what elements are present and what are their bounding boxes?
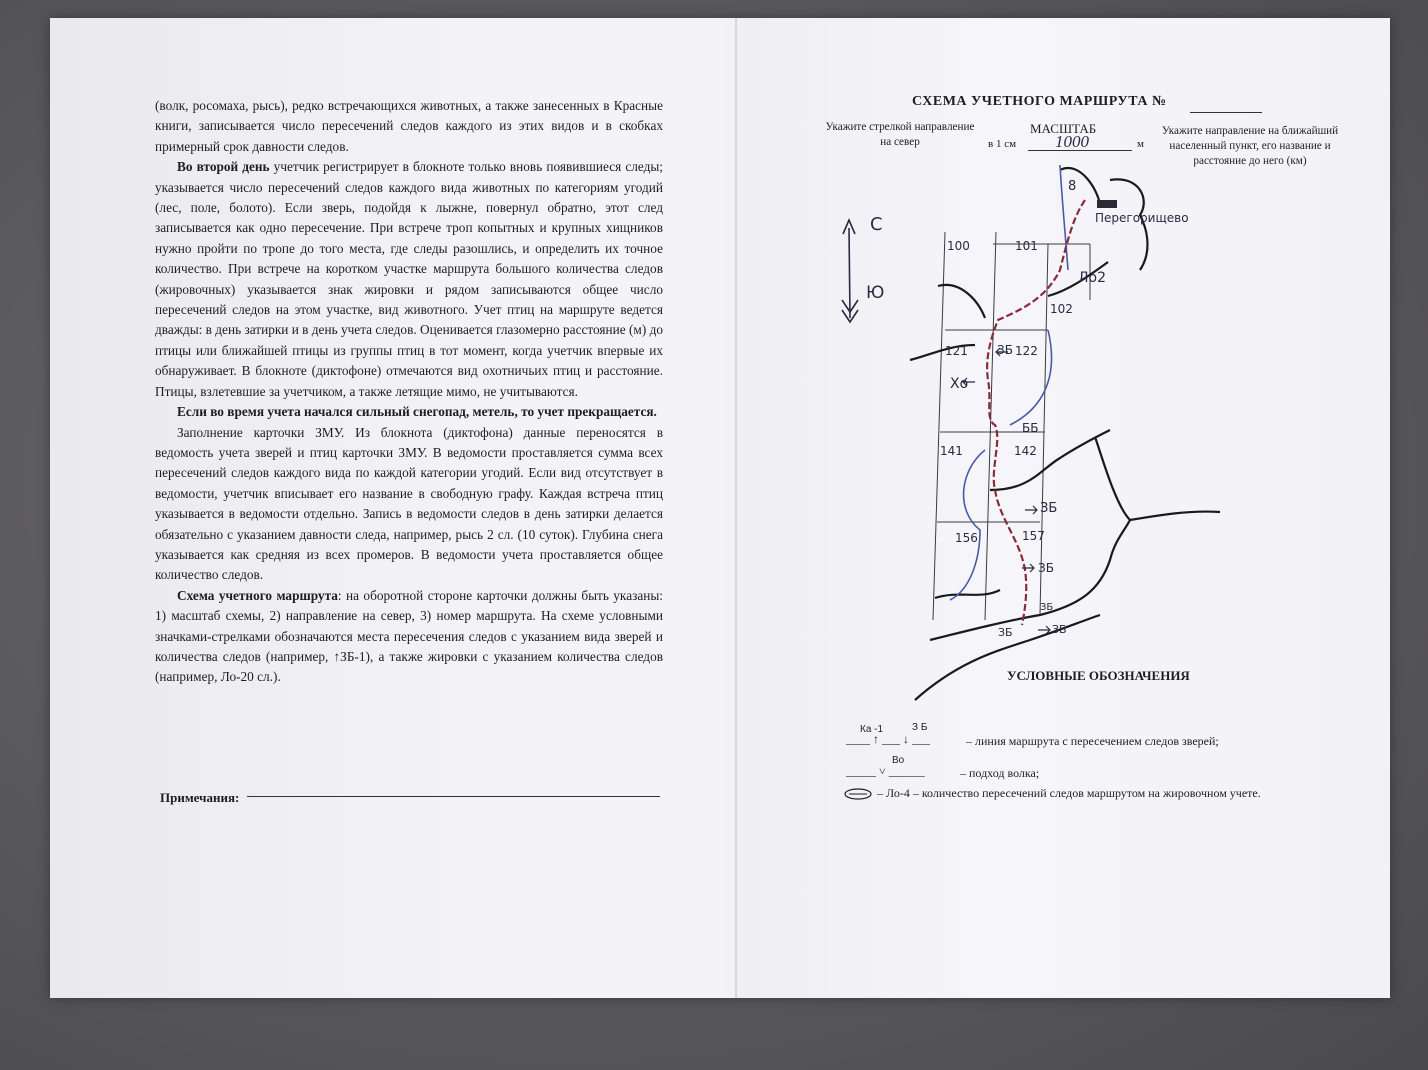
scheme-title: СХЕМА УЧЕТНОГО МАРШРУТА № [912,94,1167,109]
legend-route-text: – линия маршрута с пересечением следов зверей; [966,734,1219,748]
paragraph-2: Во второй день учетчик регистрирует в блокноте только вновь появившиеся следы; указывается число пересечений следов каждого вида животных по категориям угодий (лес, поле, болото). Если зверь, подойдя к лыжне, повернул обратно, этот след записывается как одно пересечение. При встрече троп копытных и крупных хищников нужно пройти по тропе до того места, где следы разошлись, и определить их точное количество. При встрече на коротком участке маршрута большого количества следов (жировочных) указывается знак жировки и рядом записываются общее число пересечений следов на этом участке, вид животного. Учет птиц на маршруте ведется дважды: в день затирки и в день учета следов. Оценивается глазомерно расстояние (м) до птицы или ближайшей птицы из группы птиц в тот момент, когда учетчик впервые их обнаруживает. В блокноте (диктофоне) отмечаются вид охотничьих птиц и расстояние. Птицы, взлетевшие за учетчиком, а также летящие мимо, не учитываются. [155,159,664,399]
track-mark: ЗБ [1038,561,1054,575]
track-mark: Ло2 [1078,270,1106,286]
track-mark: ЗБ [1052,623,1067,636]
scale-prefix: в 1 см [988,138,1017,150]
block-label: 100 [947,239,970,253]
track-mark: Хо [950,376,969,392]
track-mark: ЗБ [1040,602,1054,613]
paragraph-3: Если во время учета начался сильный снегопад, метель, то учет прекращается. [177,404,657,420]
notes-label: Примечания: [160,790,240,805]
legend-title: УСЛОВНЫЕ ОБОЗНАЧЕНИЯ [1007,668,1190,683]
track-mark: ЗБ [997,343,1013,357]
legend-wolf-symbol: _____ ˅ ______ [846,764,925,778]
block-label: 102 [1050,302,1073,316]
block-label: 157 [1022,529,1045,543]
legend-wolf-text: – подход волка; [960,766,1040,780]
track-mark: ЗБ [998,626,1013,639]
track-mark: ББ [1022,421,1039,435]
settlement-name: Перегорищево [1095,211,1189,225]
compass-north: С [870,214,883,235]
paragraph-1: (волк, росомаха, рысь), редко встречающихся животных, а также занесенных в Красные книги, записывается число пересечений следов каждого из этих видов и в скобках примерный срок давности следов. [155,98,663,154]
legend-ka: Ка -1 [860,724,884,735]
block-label: 141 [940,444,963,458]
legend-feeding-text: – Ло-4 – количество пересечений следов маршрутом на жировочном учете. [877,786,1261,800]
paragraph-4: Заполнение карточки ЗМУ. Из блокнота (диктофона) данные переносятся в ведомость учета зверей и птиц карточки ЗМУ. В ведомости проставляется сумма всех пересечений следов каждого вида по каждой категории угодий. Если вид отсутствует в ведомости, учетчик вписывает его название в свободную графу. Каждая встреча птиц указывается в ведомости отдельно. Запись в ведомости следов в день затирки делается обязательно с указанием давности следа, например, рысь 2 сл. (10 суток). Глубина снега указывается как средняя из всех промеров. В ведомости учета проставляется общее количество следов. [155,424,663,583]
block-label: 156 [955,531,978,545]
block-label: 101 [1015,239,1038,253]
block-label: 142 [1014,444,1037,458]
scale-unit: м [1137,138,1144,150]
compass-south: Ю [866,283,885,303]
legend-zb: З Б [912,722,928,733]
distance-label: 8 [1068,179,1077,194]
block-label: 122 [1015,344,1038,358]
legend-vo: Во [892,755,905,766]
north-hint: Укажите стрелкой направление на север [825,121,975,148]
track-mark: ЗБ [1040,501,1058,516]
block-label: 121 [945,344,968,358]
paragraph-5: Схема учетного маршрута: на оборотной стороне карточки должны быть указаны: 1) масштаб схемы, 2) направление на север, 3) номер маршрута. На схеме условными значками-стрелками обозначаются места пересечения следов с указанием вида зверей и количества следов (например, ↑ЗБ-1), а также жировки с указанием количества следов (например, Ло-20 сл.). [155,587,663,685]
scale-label: МАСШТАБ [1030,121,1097,136]
scale-value: 1000 [1055,132,1089,151]
legend-route-symbol: ____ ↑ ___ ↓ ___ [846,732,930,746]
settlement-hint: Укажите направление на ближайший населенный пункт, его название и расстояние до него (км) [1161,125,1339,167]
